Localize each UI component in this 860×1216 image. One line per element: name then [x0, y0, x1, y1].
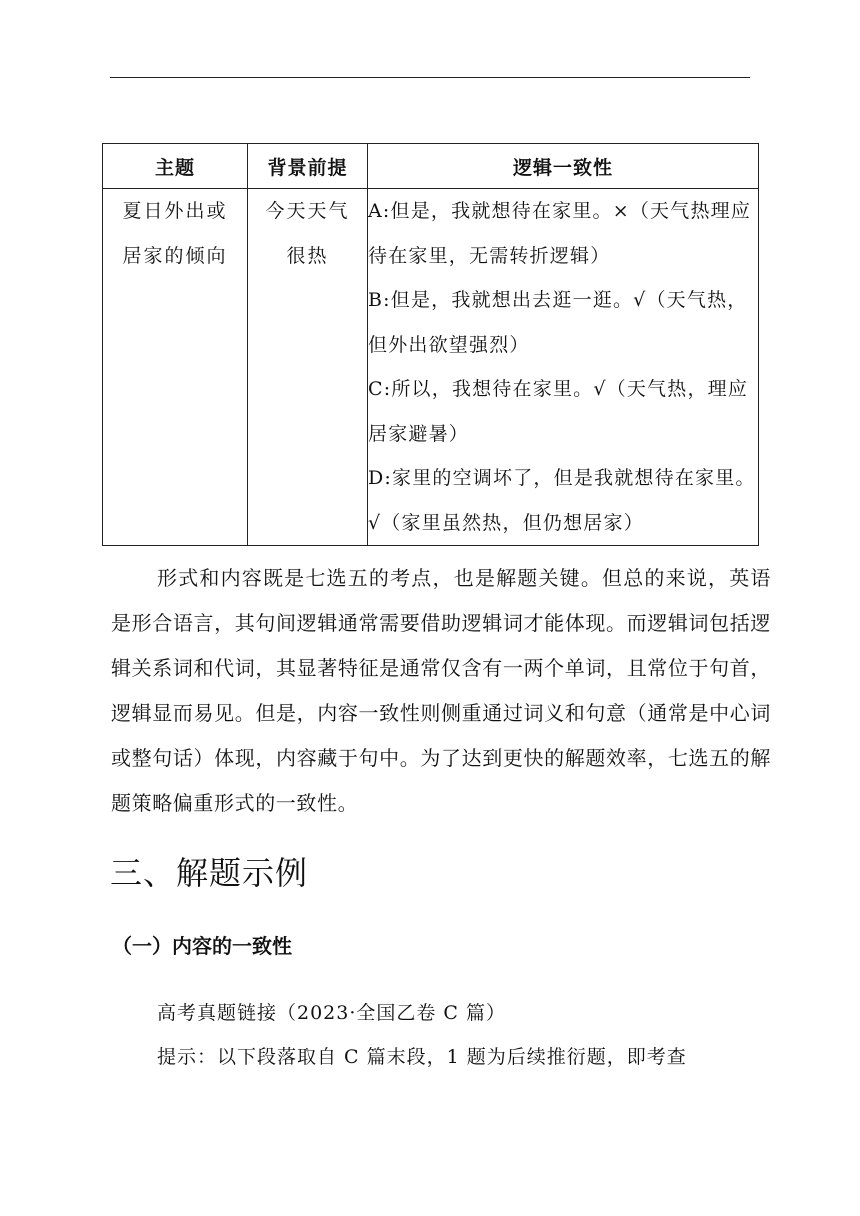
hint-line: 提示：以下段落取自 C 篇末段，1 题为后续推衍题，即考查 — [157, 1046, 687, 1068]
topic-line-2: 居家的倾向 — [122, 245, 228, 267]
table-row — [103, 189, 759, 546]
option-b: B:但是，我就想出去逛一逛。√（天气热，但外出欲望强烈） — [368, 289, 748, 356]
section-title: 三、解题示例 — [110, 854, 309, 892]
header-logic: 逻辑一致性 — [368, 144, 759, 189]
header-premise: 背景前提 — [248, 144, 368, 189]
logic-table — [102, 143, 759, 546]
premise-line-1: 今天天气 — [265, 200, 350, 222]
header-rule — [110, 77, 750, 78]
topic-cell — [103, 189, 248, 546]
premise-line-2: 很热 — [286, 245, 329, 267]
header-topic: 主题 — [103, 144, 248, 189]
body-paragraph: 形式和内容既是七选五的考点，也是解题关键。但总的来说，英语是形合语言，其句间逻辑通常需要借助逻辑词才能体现。而逻辑词包括逻辑关系词和代词，其显著特征是通常仅含有一两个单词，且常位于句首，逻辑显而易见。但是，内容一致性则侧重通过词义和句意（通常是中心词或整句话）体现，内容藏于句中。为了达到更快的解题效率，七选五的解题策略偏重形式的一致性。 — [111, 566, 771, 815]
option-d: D:家里的空调坏了，但是我就想待在家里。√（家里虽然热，但仍想居家） — [368, 467, 756, 534]
topic-line-1: 夏日外出或 — [122, 200, 228, 222]
premise-cell — [248, 189, 368, 546]
option-c: C:所以，我想待在家里。√（天气热，理应居家避暑） — [368, 378, 749, 445]
subsection-title: （一）内容的一致性 — [112, 934, 292, 958]
logic-cell — [368, 189, 759, 546]
option-a: A:但是，我就想待在家里。×（天气热理应待在家里，无需转折逻辑） — [368, 200, 752, 267]
link-line: 高考真题链接（2023·全国乙卷 C 篇） — [157, 1002, 507, 1024]
table-header-row — [103, 144, 759, 189]
